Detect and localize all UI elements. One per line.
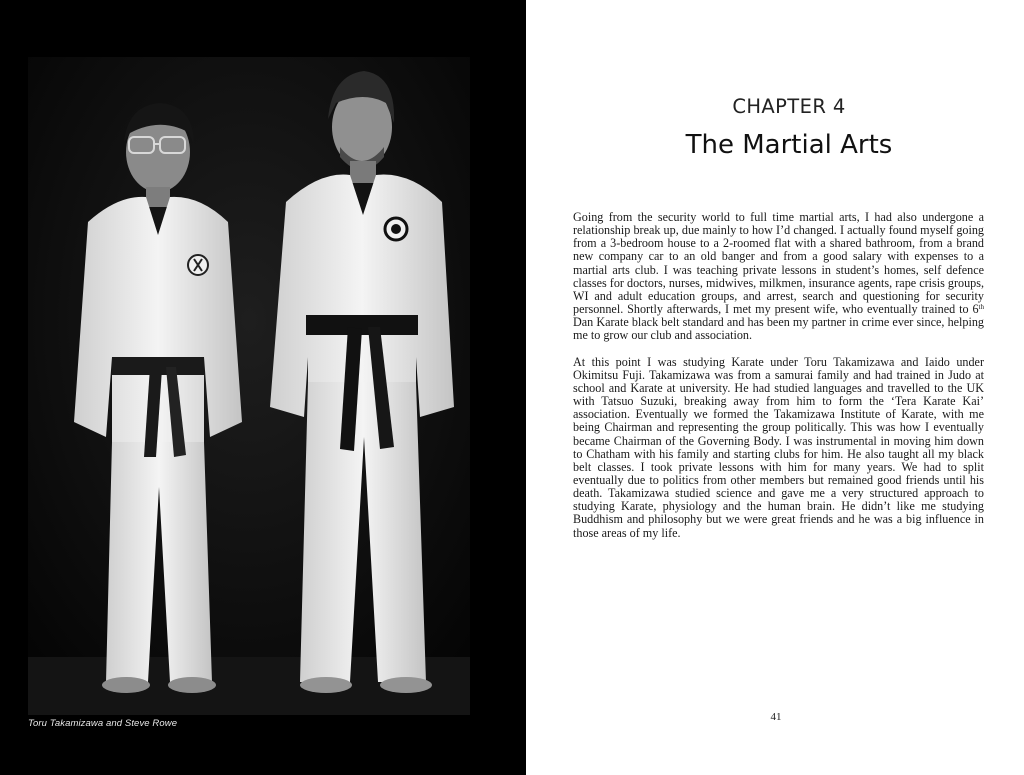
karate-photo xyxy=(28,57,470,715)
paragraph-1 xyxy=(573,211,984,343)
right-page xyxy=(526,0,1024,775)
paragraph-1-part-a: Going from the security world to full time martial arts, I had also undergone a relationship break up, due mainly to how I’d changed. I actually found myself going from a 3-bedroom house to a 2-roomed flat with a shared bathroom, from a brand new company car to an old banger and from a good salary with expenses to a martial arts club. I was teaching private lessons in student’s homes, self defence classes for doctors, nurses, midwives, milkmen, insurance agents, rape crisis groups, WI and adult education groups, and arrest, search and questioning for security personnel. Shortly afterwards, I met my present wife, who eventually trained to 6 xyxy=(573,210,984,317)
ordinal-superscript: th xyxy=(978,303,984,312)
chapter-body xyxy=(573,211,984,553)
chapter-title: The Martial Arts xyxy=(685,130,893,160)
photo-caption: Toru Takamizawa and Steve Rowe xyxy=(28,718,178,729)
karate-photo-illustration xyxy=(28,57,470,715)
paragraph-2: At this point I was studying Karate under Toru Takamizawa and Iaido under Okimitsu Fuji. Takamizawa was from a samurai family and had trained in Judo at school and Karate at university. He had studied languages and travelled to the UK with Tatsuo Suzuki, breaking away from him to form the ‘Tera Karate Kai’ association. Eventually we formed the Takamizawa Institute of Karate, with me being Chairman and representing the group politically. This was how I eventually became Chairman of the Governing Body. I was instrumental in moving him down to Chatham with his family and starting clubs for him. He also taught all my black belt classes. I took private lessons with him for many years. We had to split eventually due to politics from other members but remained good friends until his death. Takamizawa studied science and gave me a very structured approach to studying Karate, physiology and the human brain. He didn’t like me studying Buddhism and philosophy but we were great friends and he was a big influence in those areas of my life. xyxy=(573,354,984,540)
paragraph-1-part-b: Dan Karate black belt standard and has been my partner in crime ever since, helping me to grow our club and association. xyxy=(573,315,984,343)
chapter-number: CHAPTER 4 xyxy=(732,95,846,118)
page-number: 41 xyxy=(770,711,782,723)
